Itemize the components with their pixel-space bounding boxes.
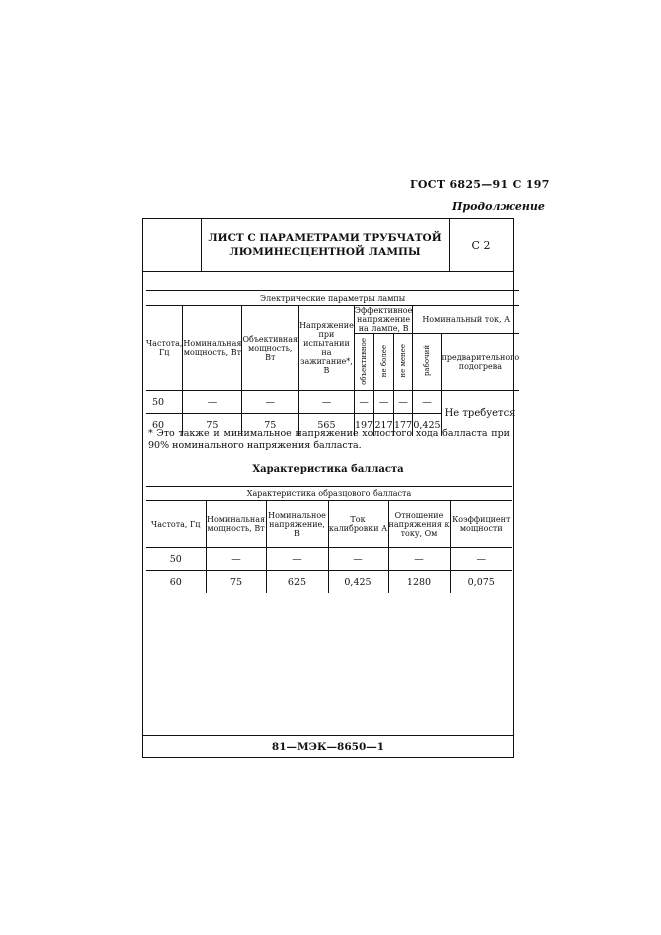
- t2-header-freq: Частота, Гц: [146, 501, 206, 548]
- t1-r1-obj-power: —: [242, 391, 299, 414]
- t2-r2-nom-voltage: 625: [266, 571, 328, 594]
- sheet-title-line1: ЛИСТ С ПАРАМЕТРАМИ ТРУБЧАТОЙ: [208, 232, 442, 244]
- t1-header-cur-work: рабочий: [422, 345, 431, 377]
- t2-r1-nom-voltage: —: [266, 548, 328, 571]
- t2-header-nom-voltage: Номинальное напряжение, В: [266, 501, 328, 548]
- t1-header-freq: Частота, Гц: [146, 306, 183, 391]
- t1-header-eff-max-cell: [374, 334, 393, 391]
- t1-header-cur-work-cell: [413, 334, 441, 391]
- t1-header-eff-min-cell: [393, 334, 413, 391]
- footnote: * Это также и минимальное напряжение холостого хода балласта при 90% номинального напряжения балласта.: [148, 428, 510, 451]
- t1-header-cur-preheat: предварительного подогрева: [441, 334, 519, 391]
- page-header-standard: ГОСТ 6825—91 С 197: [410, 178, 550, 191]
- t1-header-eff-max: не более: [379, 344, 388, 378]
- t1-header-eff-min: не менее: [399, 344, 408, 378]
- t1-header-eff-obj-cell: [354, 334, 374, 391]
- t2-header-cal-current: Ток калибровки А: [328, 501, 388, 548]
- t1-r1-nom-power: —: [183, 391, 242, 414]
- t1-r1-voltage: —: [299, 391, 355, 414]
- t2-header-coef: Коэффициент мощности: [450, 501, 512, 548]
- t1-r1-eff-max: —: [374, 391, 393, 414]
- table1-caption: Электрические параметры лампы: [146, 291, 519, 306]
- t1-r1-eff-min: —: [393, 391, 413, 414]
- sheet-title: [201, 219, 450, 271]
- t2-header-ratio: Отношение напряжения к току, Ом: [388, 501, 450, 548]
- t1-r2-cur-work: 0,425: [413, 414, 441, 437]
- footer-divider: [143, 735, 513, 736]
- t1-r1-freq: 50: [146, 391, 183, 414]
- t2-header-nom-power: Номинальная мощность, Вт: [206, 501, 266, 548]
- t2-r2-ratio: 1280: [388, 571, 450, 594]
- t2-r1-cal-current: —: [328, 548, 388, 571]
- t2-r2-coef: 0,075: [450, 571, 512, 594]
- t2-r1-coef: —: [450, 548, 512, 571]
- sheet-footer: 81—МЭК—8650—1: [271, 741, 385, 753]
- t2-r1-freq: 50: [146, 548, 206, 571]
- ballast-section-title: Характеристика балласта: [252, 464, 404, 475]
- t1-r2-eff-max: 217: [374, 414, 393, 437]
- t1-r1-cur-work: —: [413, 391, 441, 414]
- sheet-title-line2: ЛЮМИНЕСЦЕНТНОЙ ЛАМПЫ: [229, 246, 421, 258]
- t1-r2-freq: 60: [152, 419, 165, 431]
- t1-header-obj-power: Объективная мощность, Вт: [242, 306, 299, 391]
- table2-caption: Характеристика образцового балласта: [146, 487, 512, 501]
- t1-header-voltage: Напряжение при испытании на зажигание*, В: [299, 306, 355, 391]
- title-divider: [143, 271, 513, 272]
- title-box-left: [143, 219, 202, 271]
- t2-r1-ratio: —: [388, 548, 450, 571]
- t1-header-nom-power: Номинальная мощность, Вт: [183, 306, 242, 391]
- t2-r2-freq: 60: [169, 576, 182, 588]
- t1-preheat-value: Не требуется: [441, 391, 519, 437]
- t1-r2-nom-power: 75: [183, 414, 242, 437]
- t1-header-eff-obj: объективное: [360, 337, 369, 385]
- t2-r1-nom-power: —: [206, 548, 266, 571]
- t2-r2-nom-power: 75: [206, 571, 266, 594]
- ballast-table: [146, 486, 512, 593]
- sheet-code: С 2: [471, 238, 491, 252]
- continuation-label: Продолжение: [452, 200, 545, 213]
- t1-r2-voltage: 565: [299, 414, 355, 437]
- t1-header-nom-current: Номинальный ток, А: [413, 306, 519, 334]
- t1-r1-eff-obj: —: [354, 391, 374, 414]
- t1-r2-obj-power: 75: [242, 414, 299, 437]
- t1-header-eff-voltage: Эффективное напряжение на лампе, В: [354, 306, 413, 333]
- lamp-params-table: [146, 290, 519, 436]
- t2-r2-cal-current: 0,425: [328, 571, 388, 594]
- t1-r2-eff-min: 177: [393, 414, 413, 437]
- t1-r2-eff-obj: 197: [354, 414, 374, 437]
